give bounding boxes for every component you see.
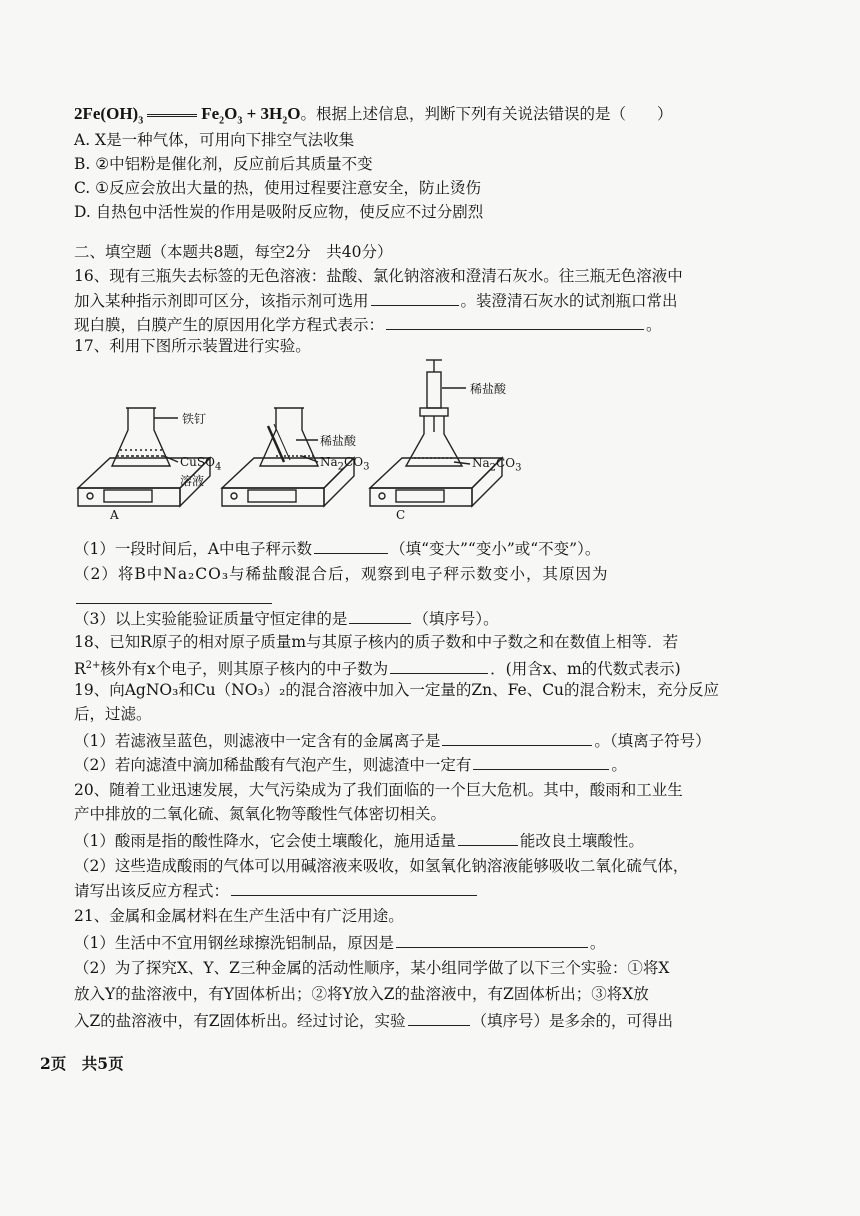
equation: $2Fe(OH)_3$ $Fe_2O_3 + 3H_2O$: [74, 104, 301, 127]
answer-blank[interactable]: [442, 730, 592, 746]
answer-blank[interactable]: [231, 880, 477, 896]
label-hcl-b: 稀盐酸: [320, 434, 357, 448]
q18-line1: 18、已知R原子的相对原子质量m与其原子核内的质子数和中子数之和在数值上相等．若: [74, 633, 679, 651]
q21-line1: 21、金属和金属材料在生产生活中有广泛用途。: [74, 907, 404, 925]
q20-part2: （2）这些造成酸雨的气体可以用碱溶液来吸收，如氢氧化钠溶液能够吸收二氧化硫气体，: [74, 857, 689, 875]
q19-part1: （1）若滤液呈蓝色，则滤液中一定含有的金属离子是 。（填离子符号）: [74, 732, 711, 750]
answer-blank[interactable]: [386, 314, 644, 330]
q15-option-c: C. ①反应会放出大量的热，使用过程要注意安全，防止烫伤: [74, 179, 482, 197]
answer-blank[interactable]: [458, 830, 518, 846]
answer-blank[interactable]: [408, 1010, 470, 1026]
q17-part1: （1）一段时间后，A中电子秤示数 （填“变大”“变小”或“不变”）。: [74, 540, 601, 558]
answer-blank[interactable]: [349, 608, 411, 624]
q20-part1: （1）酸雨是指的酸性降水，它会使土壤酸化，施用适量 能改良土壤酸性。: [74, 832, 644, 850]
q17-part2: （2）将B中Na₂CO₃与稀盐酸混合后，观察到电子秤示数变小，其原因为: [74, 565, 609, 583]
q18-line2: $R^{2+}$核外有x个电子，则其原子核内的中子数为 ．(用含x、m的代数式表示): [74, 660, 681, 679]
q15-option-b: B. ②中铝粉是催化剂，反应前后其质量不变: [74, 155, 373, 173]
q16-line1: 16、现有三瓶失去标签的无色溶液：盐酸、氯化钠溶液和澄清石灰水。往三瓶无色溶液中: [74, 267, 683, 285]
label-na2co3-b: $Na_2CO_3$: [320, 455, 370, 473]
label-iron-nail: 铁钉: [182, 412, 207, 426]
q20-part2-equation: 请写出该反应方程式：: [74, 880, 479, 901]
q21-part2-line2: 放入Y的盐溶液中，有Y固体析出；②将Y放入Z的盐溶液中，有Z固体析出；③将X放: [74, 985, 649, 1003]
q21-part1: （1）生活中不宜用钢丝球擦洗铝制品，原因是 。: [74, 934, 606, 952]
answer-blank[interactable]: [396, 932, 588, 948]
q19-line2: 后，过滤。: [74, 705, 152, 723]
q17-part2-blank-line: [74, 588, 274, 609]
equals-sign: [147, 114, 197, 117]
page-number: 2页 共5页: [40, 1054, 124, 1073]
q15-option-a: A. X是一种气体，可用向下排空气法收集: [74, 131, 355, 149]
answer-blank[interactable]: [390, 658, 488, 674]
q19-line1: 19、向AgNO₃和Cu（NO₃）₂的混合溶液中加入一定量的Zn、Fe、Cu的混合粉末，充分反应: [74, 681, 720, 699]
label-hcl-c: 稀盐酸: [470, 382, 507, 396]
label-cuso4: CuSO$_4$: [180, 455, 222, 473]
experiment-figure: [70, 358, 630, 528]
section-heading: 二、填空题（本题共8题，每空2分 共40分）: [74, 243, 393, 261]
answer-blank[interactable]: [473, 754, 609, 770]
q16-line3: 现白膜，白膜产生的原因用化学方程式表示： 。: [74, 316, 662, 334]
scale-a-display: [104, 490, 152, 502]
q16-line2: 加入某种指示剂即可区分，该指示剂可选用 。装澄清石灰水的试剂瓶口常出: [74, 292, 678, 310]
q15-option-d: D. 自热包中活性炭的作用是吸附反应物，使反应不过分剧烈: [74, 203, 484, 221]
label-na2co3-c: $Na_2CO_3$: [472, 456, 522, 474]
q20-line2: 产中排放的二氧化硫、氮氧化物等酸性气体密切相关。: [74, 805, 447, 823]
syringe: [427, 372, 441, 408]
answer-blank[interactable]: [371, 290, 459, 306]
label-a: A: [110, 508, 119, 522]
q21-part2-line1: （2）为了探究X、Y、Z三种金属的活动性顺序，某小组同学做了以下三个实验：①将X: [74, 959, 670, 977]
q17-stem: 17、利用下图所示装置进行实验。: [74, 337, 311, 355]
flask-a: [112, 408, 170, 466]
q20-line1: 20、随着工业迅速发展，大气污染成为了我们面临的一个巨大危机。其中，酸雨和工业生: [74, 781, 683, 799]
q15-stem: $2Fe(OH)_3$ $Fe_2O_3 + 3H_2O$。根据上述信息，判断下列有关说法错误的是（ ）: [74, 104, 673, 127]
answer-blank[interactable]: [76, 588, 272, 604]
label-c: C: [396, 508, 406, 522]
q19-part2: （2）若向滤渣中滴加稀盐酸有气泡产生，则滤渣中一定有 。: [74, 756, 627, 774]
answer-blank[interactable]: [314, 538, 388, 554]
q21-part2-line3: 入Z的盐溶液中，有Z固体析出。经过讨论，实验 （填序号）是多余的，可得出: [74, 1012, 674, 1030]
label-solution: 溶液: [180, 474, 205, 488]
q17-part3: （3）以上实验能验证质量守恒定律的是 （填序号）。: [74, 610, 499, 628]
